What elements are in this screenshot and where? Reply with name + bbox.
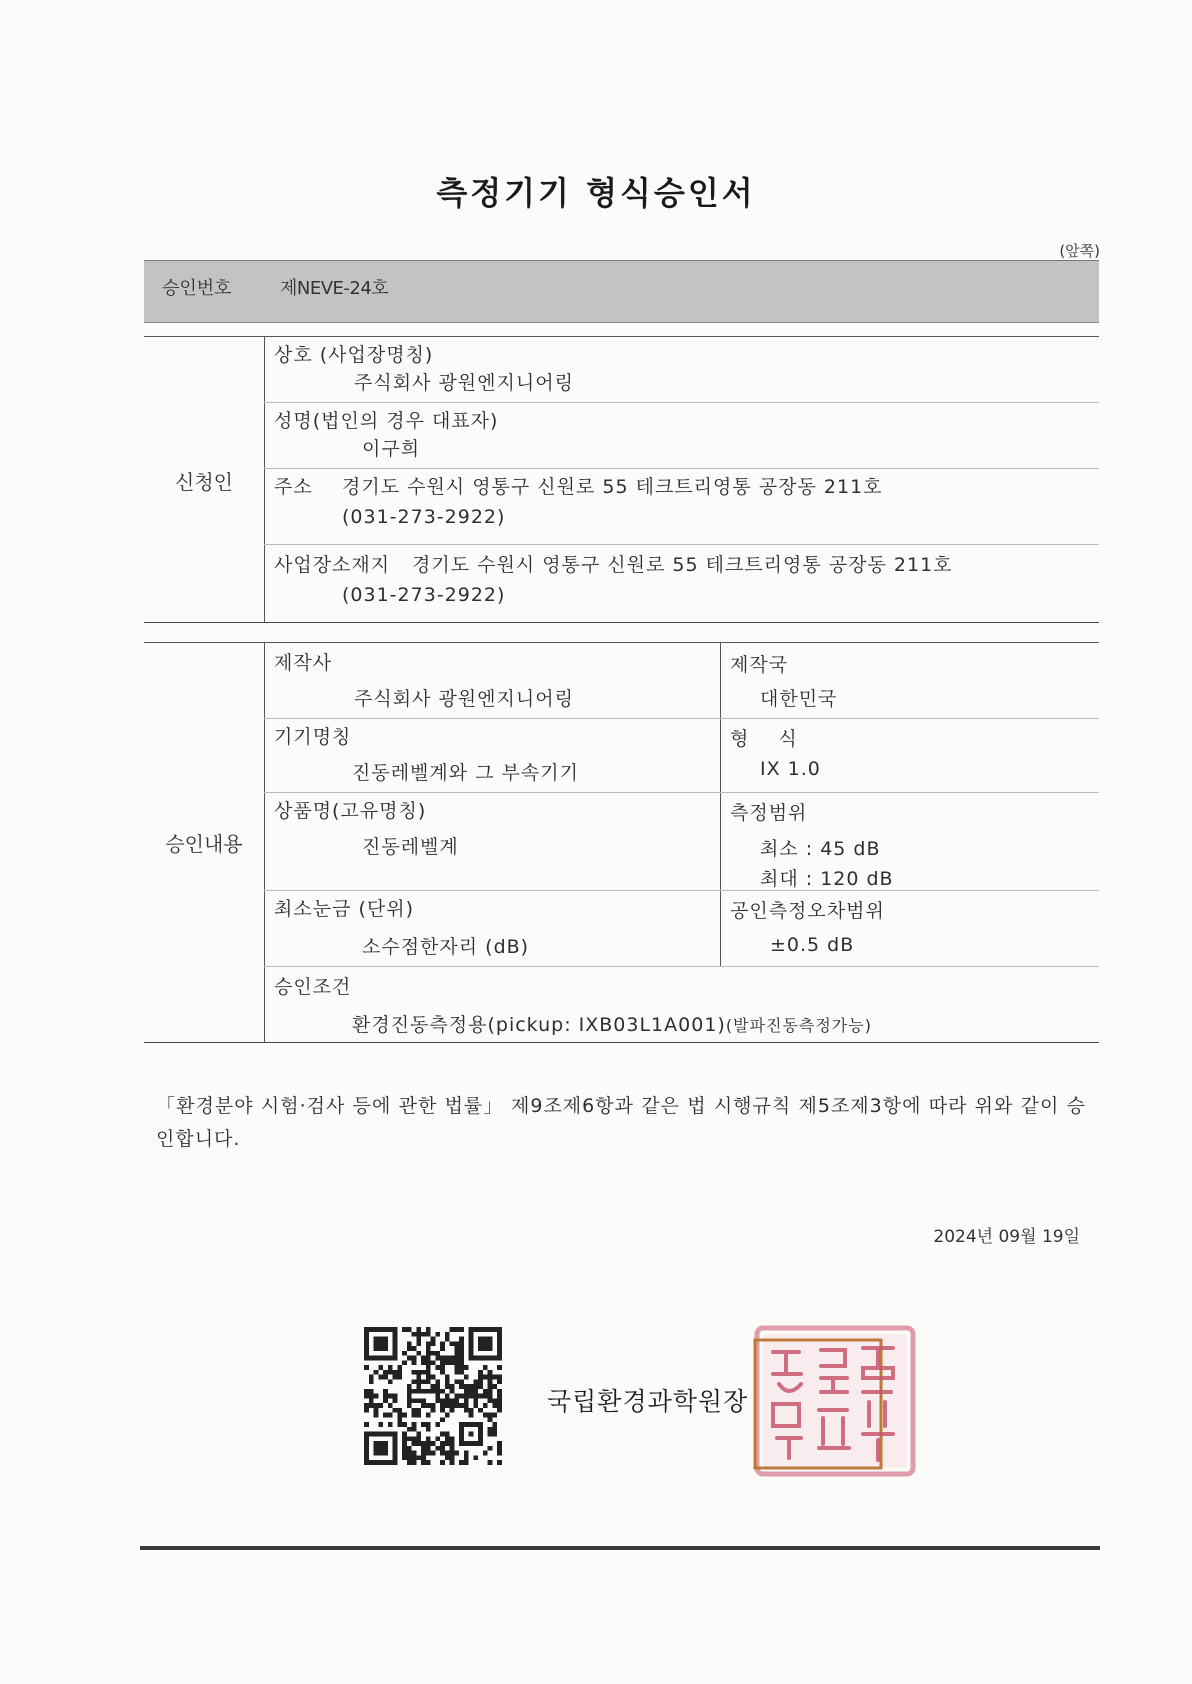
address-label: 주소 (274, 476, 313, 498)
business-location-label: 사업장소재지 (274, 554, 391, 576)
approval-number-value: 제NEVE-24호 (280, 278, 389, 299)
manufacturer-label: 제작사 (274, 652, 333, 674)
approval-number-bar (144, 260, 1099, 323)
error-range-label: 공인측정오차범위 (730, 900, 885, 922)
error-range-value: ±0.5 dB (770, 934, 855, 956)
issue-date: 2024년 09월 19일 (933, 1227, 1080, 1247)
product-name-value: 진동레벨계 (362, 836, 459, 858)
device-name-label: 기기명칭 (274, 726, 352, 748)
conditions-main: 환경진동측정용(pickup: IXB03L1A001) (352, 1014, 726, 1036)
company-value: 주식회사 광원엔지니어링 (354, 372, 574, 394)
device-name-value: 진동레벨계와 그 부속기기 (352, 762, 579, 784)
range-min: 최소 : 45 dB (760, 838, 881, 860)
official-seal-icon (751, 1322, 919, 1480)
address-phone: (031-273-2922) (342, 506, 506, 528)
model-label: 형 식 (730, 728, 809, 750)
business-location-phone: (031-273-2922) (342, 584, 506, 606)
model-value: IX 1.0 (760, 758, 821, 780)
min-scale-value: 소수점한자리 (dB) (362, 936, 530, 958)
qr-code-icon (364, 1327, 502, 1465)
issuer-name: 국립환경과학원장 (547, 1387, 749, 1416)
approval-section (144, 642, 1099, 1046)
footer-divider (140, 1546, 1100, 1550)
conditions-value (352, 1010, 872, 1037)
applicant-section (144, 336, 1099, 626)
country-label: 제작국 (730, 654, 789, 676)
range-max: 최대 : 120 dB (760, 868, 894, 890)
country-value: 대한민국 (760, 688, 838, 710)
min-scale-label: 최소눈금 (단위) (274, 898, 414, 920)
document-title: 측정기기 형식승인서 (436, 174, 756, 212)
representative-label: 성명(법인의 경우 대표자) (274, 410, 499, 432)
approval-section-label: 승인내용 (165, 832, 243, 856)
product-name-label: 상품명(고유명칭) (274, 800, 427, 822)
manufacturer-value: 주식회사 광원엔지니어링 (354, 688, 574, 710)
side-note: (앞쪽) (1059, 242, 1100, 260)
address-value: 경기도 수원시 영통구 신원로 55 테크트리영통 공장동 211호 (342, 476, 883, 498)
applicant-section-label: 신청인 (175, 470, 233, 494)
business-location-value: 경기도 수원시 영통구 신원로 55 테크트리영통 공장동 211호 (412, 554, 953, 576)
conditions-note: (발파진동측정가능) (725, 1016, 872, 1035)
range-label: 측정범위 (730, 802, 808, 824)
representative-value: 이구희 (362, 438, 421, 460)
approval-number-label: 승인번호 (162, 278, 232, 299)
conditions-label: 승인조건 (274, 976, 352, 998)
company-label: 상호 (사업장명칭) (274, 344, 434, 366)
approval-statement: 「환경분야 시험·검사 등에 관한 법률」 제9조제6항과 같은 법 시행규칙 제5조제3항에 따라 위와 같이 승인합니다. (156, 1095, 1086, 1150)
